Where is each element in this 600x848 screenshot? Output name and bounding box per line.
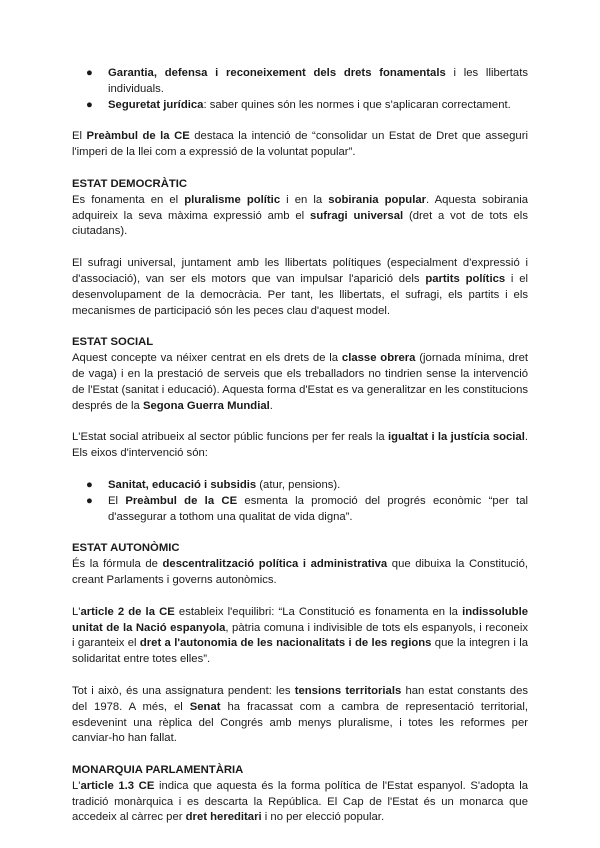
preambul-paragraph <box>72 129 528 161</box>
democratic-paragraph-2 <box>72 256 528 319</box>
text-run: i no per elecció popular. <box>261 811 385 824</box>
text-run: . <box>269 399 273 412</box>
section-heading-democratic: ESTAT DEMOCRÀTIC <box>72 177 188 190</box>
text-run: L' <box>72 779 81 792</box>
autonomic-paragraph-1 <box>72 557 528 589</box>
bold-text-run: dret hereditari <box>185 811 262 824</box>
text-run: han estat constants des del 1978. A més, el <box>72 684 529 713</box>
text-run: estableix l'equilibri: “La Constitució es fonamenta en la <box>174 605 463 618</box>
text-run: . Aquesta sobirania adquireix la seva màxima expressió amb el <box>72 193 528 222</box>
text-run: , pàtria comuna i indivisible de tots els espanyols, i reconeix i garanteix el <box>72 621 528 650</box>
bullet-text <box>108 479 340 491</box>
bold-text-run: dret a l'autonomia de les nacionalitats i de les regions <box>139 637 432 650</box>
bullet-icon: ● <box>86 478 93 491</box>
social-bullet-list <box>72 478 528 525</box>
monarquia-paragraph-1 <box>72 779 528 826</box>
list-item <box>72 98 528 114</box>
bold-text-run: tensions territorials <box>294 684 402 697</box>
bullet-text: i les llibertats individuals. <box>108 67 528 95</box>
text-run: i el desenvolupament de la democràcia. Per tant, les llibertats, el sufragi, els partits i els mecanismes de participació són les peces clau d'aquest model. <box>72 272 528 317</box>
bullet-bold-text: Garantia, defensa i reconeixement dels drets fonamentals <box>108 67 446 79</box>
section-heading-autonomic: ESTAT AUTONÒMIC <box>72 542 180 555</box>
social-paragraph-1 <box>72 351 528 414</box>
text-run: (jornada mínima, dret de vaga) i en la prestació de serveis que els treballadors no tindrien sense la intervenció de l'Estat (sanitat i educació). Aquesta forma d'Estat es va generalitzar en les constitucions després de la <box>72 352 528 412</box>
text-run: El <box>72 130 87 143</box>
text-run: És la fórmula de <box>72 558 163 571</box>
bullet-bold-text: Seguretat jurídica <box>108 98 204 111</box>
bold-text-run: Preàmbul de la CE <box>125 494 238 507</box>
text-run: destaca la intenció de “consolidar un Estat de Dret que asseguri l'imperi de la llei com a expressió de la voluntat popular”. <box>72 130 528 159</box>
text-run: Aquest concepte va néixer centrat en els drets de la <box>72 352 342 365</box>
text-run: i en la <box>280 193 329 206</box>
text-run: El sufragi universal, juntament amb les llibertats polítiques (especialment d'expressió i d'associació), van ser els motors que van impulsar l'aparició dels <box>72 257 528 285</box>
bullet-icon: ● <box>86 67 93 79</box>
text-run: que la integren i la solidaritat entre totes elles”. <box>72 637 528 666</box>
section-heading-monarquia: MONARQUIA PARLAMENTÀRIA <box>72 764 244 777</box>
autonomic-paragraph-3 <box>72 684 528 747</box>
democratic-paragraph-1 <box>72 193 528 240</box>
bullet-icon: ● <box>86 98 93 111</box>
text-run: Es fonamenta en el <box>72 193 185 206</box>
text-run: que dibuixa la Constitució, creant Parlaments i governs autonòmics. <box>72 558 528 586</box>
text-run: Tot i això, és una assignatura pendent: les <box>72 684 295 697</box>
bold-text-run: pluralisme polític <box>184 193 281 206</box>
bold-text-run: Sanitat, educació i subsidis <box>108 478 257 491</box>
text-run: (atur, pensions). <box>256 478 341 491</box>
bullet-text <box>108 495 528 523</box>
bold-text-run: sobirania popular <box>328 193 427 206</box>
bold-text-run: sufragi universal <box>310 209 404 222</box>
text-run: ha fracassat com a cambra de representació territorial, esdevenint una rèplica del Congrés amb menys pluralisme, i totes les reformes per canviar-ho han fallat. <box>72 700 528 745</box>
autonomic-paragraph-2 <box>72 605 528 668</box>
bold-text-run: igualtat i la justícia social <box>387 431 525 444</box>
bold-text-run: classe obrera <box>341 352 416 365</box>
bold-text-run: Senat <box>189 700 221 713</box>
bullet-icon: ● <box>86 494 93 507</box>
text-run: L' <box>72 605 81 618</box>
bullet-text: : saber quines són les normes i que s'aplicaran correctament. <box>203 98 511 111</box>
text-run: (dret a vot de tots els ciutadans). <box>72 209 528 238</box>
social-paragraph-2 <box>72 430 528 462</box>
list-item <box>72 478 528 494</box>
list-item <box>72 494 528 526</box>
section-heading-social: ESTAT SOCIAL <box>72 336 154 349</box>
bold-text-run: partits polítics <box>425 272 506 285</box>
bold-text-run: descentralització política i administrativa <box>162 558 388 571</box>
bold-text-run: Preàmbul de la CE <box>86 130 190 143</box>
text-run: L'Estat social atribueix al sector públic funcions per fer reals la <box>72 431 388 444</box>
text-run: . Els eixos d'intervenció són: <box>72 431 528 460</box>
bold-text-run: article 2 de la CE <box>80 605 175 618</box>
bold-text-run: Segona Guerra Mundial <box>142 399 270 412</box>
list-item <box>72 66 528 98</box>
text-run: esmenta la promoció del progrés econòmic “per tal d'assegurar a tothom una qualitat de vida digna”. <box>108 494 528 523</box>
bold-text-run: indissoluble unitat de la Nació espanyola <box>72 605 528 634</box>
text-run: indica que aquesta és la forma política de l'Estat espanyol. S'adopta la tradició monàrquica i es descarta la República. El Cap de l'Estat és un monarca que accedeix al càrrec per <box>72 779 528 824</box>
document-page <box>72 66 528 826</box>
top-bullet-list <box>72 66 528 113</box>
bold-text-run: article 1.3 CE <box>80 779 155 792</box>
text-run: El <box>108 494 126 507</box>
